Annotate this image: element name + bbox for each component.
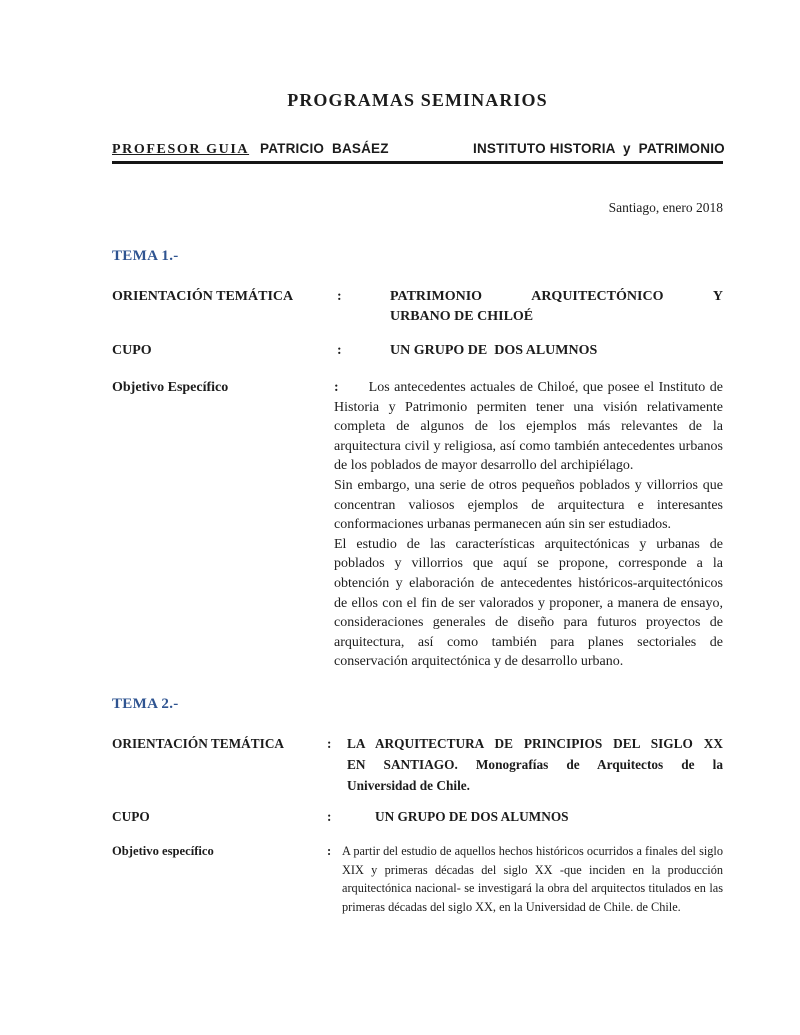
tema2-cupo-label: CUPO xyxy=(112,808,150,824)
tema1-objetivo-text xyxy=(334,378,723,672)
tema1-objetivo-paragraph-1 xyxy=(334,378,723,476)
tema1-heading: TEMA 1.- xyxy=(112,248,179,264)
tema1-orientacion-value-line1: PATRIMONIO ARQUITECTÓNICO Y xyxy=(390,289,723,304)
dateline: Santiago, enero 2018 xyxy=(608,200,723,215)
tema1-cupo-row xyxy=(112,341,723,361)
document-title: PROGRAMAS SEMINARIOS xyxy=(287,90,548,110)
tema2-cupo-colon: : xyxy=(327,808,332,824)
tema1-orientacion-value-line2: URBANO DE CHILOÉ xyxy=(390,309,534,324)
tema1-orientacion-colon: : xyxy=(337,289,342,304)
tema1-cupo-colon: : xyxy=(337,343,342,358)
tema2-orientacion-value-line2: EN SANTIAGO. Monografías de Arquitectos de la xyxy=(347,756,723,772)
professor-guide-label: PROFESOR GUIA xyxy=(112,142,250,157)
tema2-orientacion-row xyxy=(112,733,723,796)
tema1-objetivo-row xyxy=(112,378,723,672)
tema1-orientacion-value xyxy=(390,287,723,327)
tema2-objetivo-paragraph-1: A partir del estudio de aquellos hechos históricos ocurridos a finales del siglo XIX y primeras décadas del siglo XX -que inciden en la producción arquitectónica nacional- se investigará la obra del arquitectos titulados en las primeras décadas del siglo XX, en la Universidad de Chile. de Chile. xyxy=(342,843,723,914)
tema1-objetivo-paragraph-2: Sin embargo, una serie de otros pequeños poblados y villorrios que concentran valiosos ejemplos de arquitectura e interesantes conformaciones urbanas permanecen aún sin ser estudiados. xyxy=(334,477,723,533)
tema2-cupo-row xyxy=(112,807,723,827)
tema1-objetivo-label: Objetivo Específico xyxy=(112,380,229,395)
tema2-objetivo-row xyxy=(112,842,723,916)
tema2-objetivo-label: Objetivo específico xyxy=(112,843,214,858)
tema2-orientacion-label: ORIENTACIÓN TEMÁTICA xyxy=(112,735,285,751)
tema1-orientacion-label: ORIENTACIÓN TEMÁTICA xyxy=(112,289,294,304)
tema2-orientacion-value-line1: LA ARQUITECTURA DE PRINCIPIOS DEL SIGLO XX xyxy=(347,735,723,751)
professor-name: PATRICIO BASÁEZ xyxy=(260,141,389,156)
tema2-cupo-value: UN GRUPO DE DOS ALUMNOS xyxy=(375,808,569,824)
tema1-objetivo-paragraph-3: El estudio de las características arquitectónicas y urbanas de poblados y villorrios que aquí se propone, corresponde a la obtención y elaboración de antecedentes históricos-arquitectónicos de ellos con el fin de ser valorados y proponer, a manera de ensayo, consideraciones generales de diseño para futuros proyectos de arquitectura, así como también para planes sectoriales de conservación arquitectónica y de desarrollo urbano. xyxy=(334,536,723,670)
professor-header-row xyxy=(112,141,723,164)
tema1-objetivo-colon: : xyxy=(334,380,339,395)
tema2-heading: TEMA 2.- xyxy=(112,695,179,712)
tema2-objetivo-colon: : xyxy=(327,843,332,858)
tema2-orientacion-value-line3: Universidad de Chile. xyxy=(347,777,471,793)
tema1-cupo-label: CUPO xyxy=(112,343,152,358)
tema2-orientacion-colon: : xyxy=(327,735,332,751)
tema1-orientacion-row xyxy=(112,287,723,327)
institute-name: INSTITUTO HISTORIA y PATRIMONIO xyxy=(473,141,725,156)
tema2-orientacion-value xyxy=(347,733,723,796)
tema1-cupo-value: UN GRUPO DE DOS ALUMNOS xyxy=(390,343,598,358)
tema1-objetivo-paragraph-1-text: Los antecedentes actuales de Chiloé, que posee el Instituto de Historia y Patrimonio permiten tener una visión relativamente completa de algunos de los ejemplos más relevantes de la arquitectura civil y religiosa, así como también antecedentes urbanos de los poblados de mayor desarrollo del archipiélago. xyxy=(334,380,723,474)
